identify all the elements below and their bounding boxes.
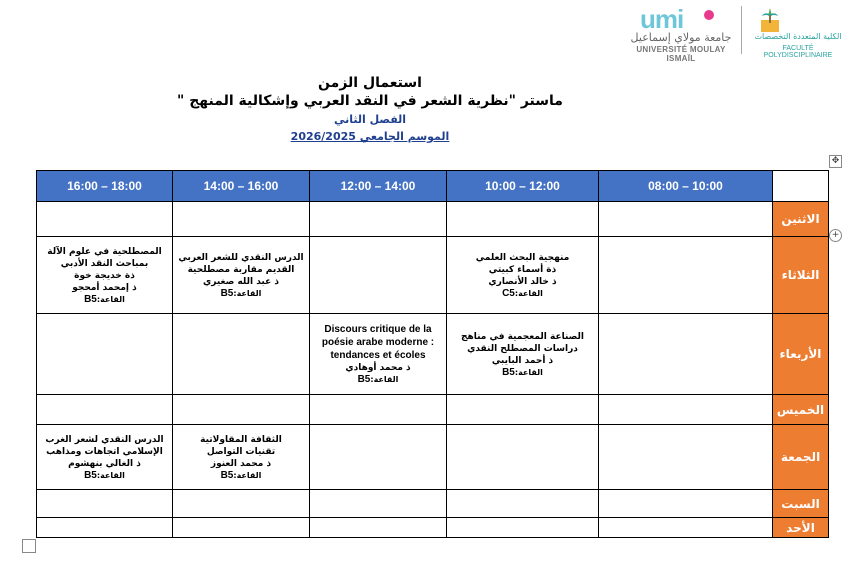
table-row [37,518,829,538]
room-code: B5 [84,293,97,305]
umi-logo-word: umi [640,4,684,34]
room-label: القاعة: [233,288,262,298]
room-code: B5 [220,469,234,481]
empty-cell [599,518,773,538]
room-label: القاعة: [96,470,125,480]
column-header: 14:00 – 16:00 [173,171,310,202]
column-header: 08:00 – 10:00 [599,171,773,202]
faculty-logo-french: FACULTÉ POLYDISCIPLINAIRE [763,45,833,59]
empty-cell [310,425,447,490]
empty-cell [310,395,447,425]
empty-cell [599,490,773,518]
table-row [37,490,829,518]
table-row [37,425,829,490]
table-row [37,395,829,425]
room-code: B5 [84,469,97,481]
empty-cell [599,395,773,425]
room-code: B5 [502,366,515,378]
paragraph-marker[interactable] [22,539,36,553]
day-label: السبت [773,490,829,518]
session-cell [173,237,310,314]
day-label: الأحد [773,518,829,538]
course-name: الثقافة المقاولاتية [200,434,282,445]
room-code: B5 [220,287,234,299]
empty-cell [447,395,599,425]
session-cell [310,314,447,395]
session-cell [173,425,310,490]
empty-cell [447,518,599,538]
day-label: الاثنين [773,202,829,237]
empty-cell [447,425,599,490]
day-label: الجمعة [773,425,829,490]
umi-logo-arabic: جامعة مولاي إسماعيل [630,31,732,44]
faculty-emblem-icon [758,6,782,34]
empty-cell [310,237,447,314]
table-row [37,314,829,395]
empty-cell [37,202,173,237]
professor-name: ذ إمحمد أمحجو [72,282,137,293]
room-label: القاعة: [233,470,262,480]
faculty-logo [752,4,844,58]
course-name: الصناعة المعجمية في مناهج دراسات المصطلح النقدي [461,331,584,354]
professor-name: ذ أحمد البايبي [491,355,554,366]
empty-cell [37,395,173,425]
room-code: C5 [502,287,515,299]
room-info [173,470,309,481]
empty-cell [599,237,773,314]
column-header: 16:00 – 18:00 [37,171,173,202]
table-row [37,202,829,237]
program-title: ماستر "نظرية الشعر في النقد العربي وإشكالية المنهج " [177,93,563,109]
day-label: الثلاثاء [773,237,829,314]
room-info [173,288,309,299]
empty-cell [173,314,310,395]
empty-cell [173,395,310,425]
corner-cell [773,171,829,202]
course-name: تقنيات التواصل [206,446,276,457]
empty-cell [447,490,599,518]
professor-name: ذ خالد الأنصاري [488,276,557,287]
professor-name: ذ محمد العنوز [210,458,272,469]
page-title: استعمال الزمن [318,75,422,91]
empty-cell [37,314,173,395]
course-name: الدرس النقدي للشعر العربي القديم مقاربة مصطلحية [178,252,304,275]
professor-name: ذ الغالي بنهشوم [68,458,141,469]
empty-cell [310,518,447,538]
empty-cell [599,202,773,237]
room-info [447,367,598,378]
session-cell [37,237,173,314]
season-label: الموسم الجامعي 2026/2025 [290,130,450,143]
table-move-handle-icon[interactable]: ✥ [829,155,842,168]
room-label: القاعة: [370,375,399,384]
session-cell [447,314,599,395]
course-name: Discours critique de la poésie arabe moderne : tendances et écoles [321,324,435,361]
professor-name: ذة أسماء كبيتي [488,264,557,275]
empty-cell [173,490,310,518]
timetable-header-row [37,171,829,202]
room-label: القاعة: [514,288,543,298]
empty-cell [37,490,173,518]
room-code: B5 [357,374,371,385]
room-label: القاعة: [514,367,543,377]
professor-name: ذة خديجة خوة [74,270,135,281]
empty-cell [310,490,447,518]
session-cell [37,425,173,490]
column-header: 10:00 – 12:00 [447,171,599,202]
room-info [310,374,446,385]
empty-cell [447,202,599,237]
room-info [37,294,172,305]
column-header: 12:00 – 14:00 [310,171,447,202]
professor-name: ذ عبد الله صغيري [203,276,279,287]
logo-divider [741,6,742,54]
room-info [37,470,172,481]
empty-cell [37,518,173,538]
add-row-icon[interactable]: + [829,229,842,242]
empty-cell [310,202,447,237]
semester-label: الفصل الثاني [333,113,407,126]
empty-cell [599,314,773,395]
professor-name: ذ محمد أوهادي [345,363,411,373]
document-header [0,74,740,145]
empty-cell [599,425,773,490]
room-label: القاعة: [96,294,125,304]
empty-cell [173,518,310,538]
day-label: الأربعاء [773,314,829,395]
table-row [37,237,829,314]
session-cell [447,237,599,314]
timetable [36,170,829,538]
umi-logo [626,4,736,63]
empty-cell [173,202,310,237]
umi-logo-dot [704,10,714,20]
room-info [447,288,598,299]
course-name: الدرس النقدي لشعر الغرب الإسلامي اتجاهات ومذاهب [45,434,164,457]
faculty-logo-arabic: الكلية المتعددة التخصصات [754,32,842,41]
day-label: الخميس [773,395,829,425]
course-name: المصطلحية في علوم الآلة بمباحث النقد الأدبي [47,246,162,269]
umi-logo-french: UNIVERSITÉ MOULAY ISMAÏL [636,45,726,63]
course-name: منهجية البحث العلمي [475,252,570,263]
